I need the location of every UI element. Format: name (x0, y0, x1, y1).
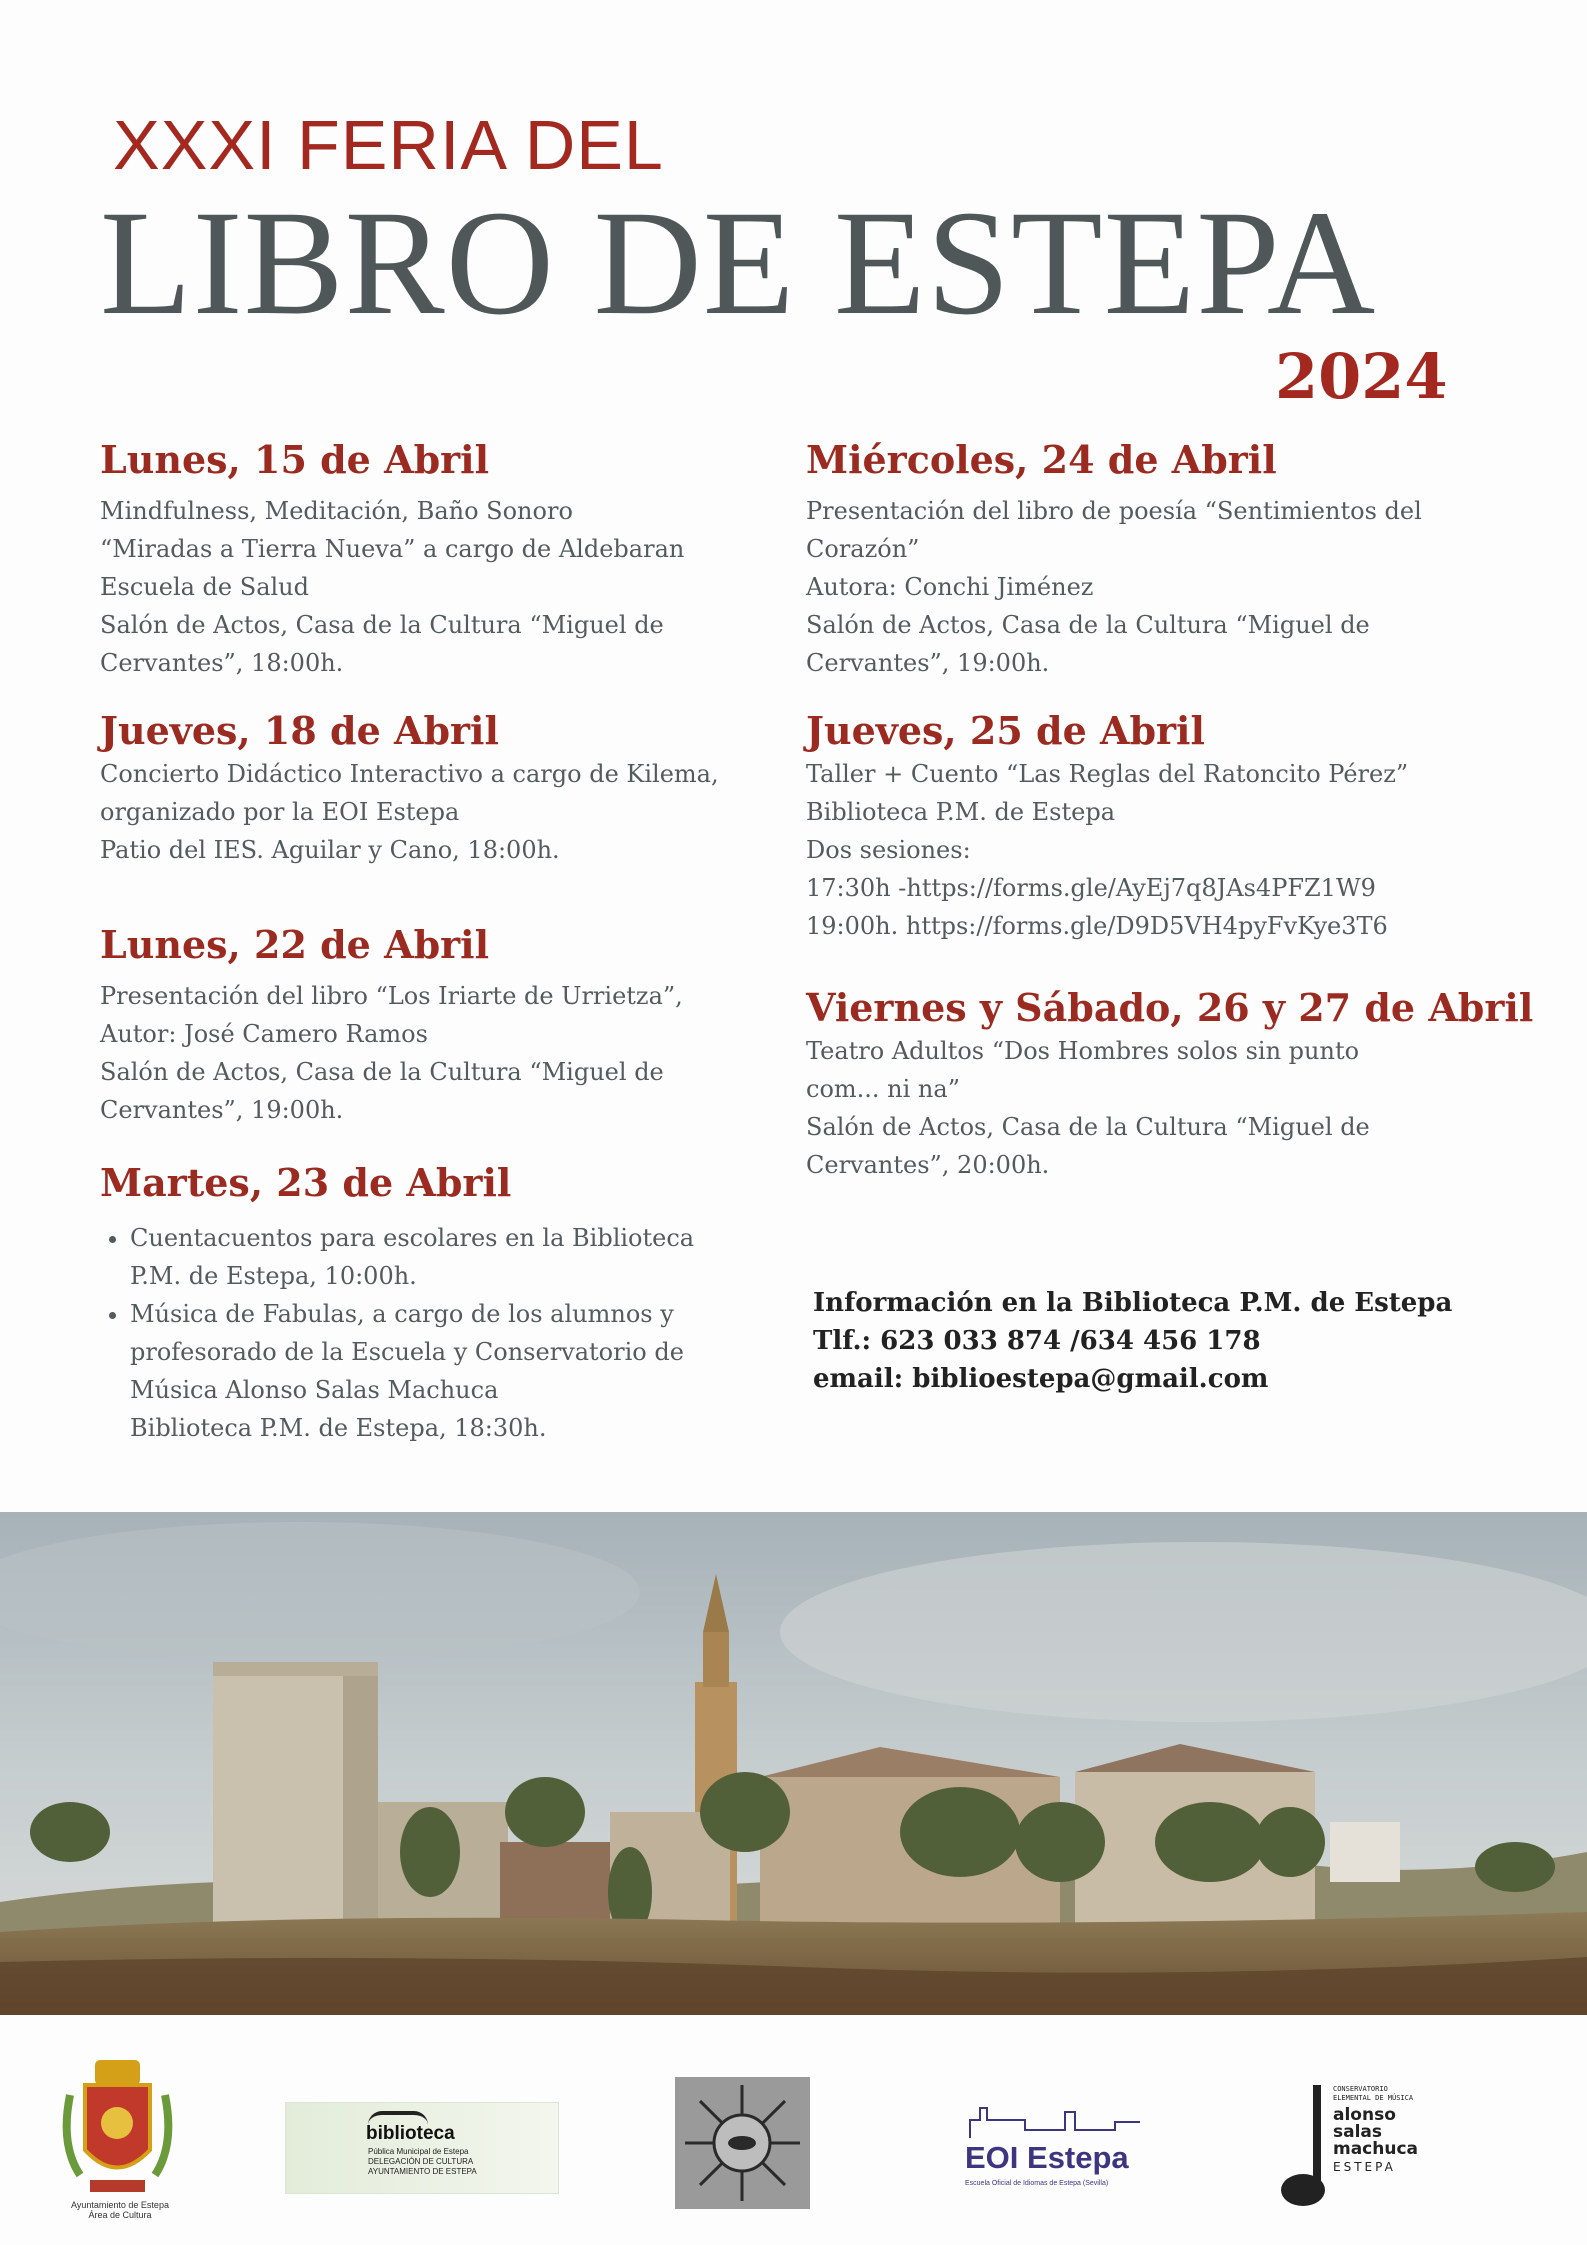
conservatorio-logo (1275, 2085, 1435, 2215)
sponsor-logos (0, 2040, 1587, 2245)
event-line: Biblioteca P.M. de Estepa (806, 798, 1115, 826)
eoi-logo (965, 2100, 1145, 2200)
event-miercoles-24 (806, 437, 1422, 682)
conservatorio-city: ESTEPA (1333, 2160, 1396, 2174)
info-phone: Tlf.: 623 033 874 /634 456 178 (813, 1326, 1261, 1356)
event-line: Presentación del libro de poesía “Sentimientos del (806, 497, 1422, 525)
event-date: Jueves, 18 de Abril (100, 708, 499, 753)
event-line: Concierto Didáctico Interactivo a cargo de Kilema, (100, 760, 719, 788)
event-line: Autora: Conchi Jiménez (806, 573, 1094, 601)
list-item (130, 1295, 694, 1447)
event-link[interactable]: 17:30h -https://forms.gle/AyEj7q8JAs4PFZ1W9 (806, 874, 1376, 902)
info-line: Información en la Biblioteca P.M. de Estepa (813, 1288, 1453, 1318)
event-viernes-sabado (806, 985, 1533, 1184)
header-line1: XXXI FERIA DEL (113, 106, 664, 184)
bullet-line: P.M. de Estepa, 10:00h. (130, 1262, 417, 1290)
estepa-landscape-photo (0, 1512, 1587, 2015)
event-line: Salón de Actos, Casa de la Cultura “Miguel de (100, 1058, 664, 1086)
sun-icon (675, 2077, 810, 2209)
event-jueves-25 (806, 708, 1408, 945)
event-date: Lunes, 22 de Abril (100, 922, 490, 967)
event-line: organizado por la EOI Estepa (100, 798, 460, 826)
event-line: “Miradas a Tierra Nueva” a cargo de Aldebaran (100, 535, 685, 563)
biblioteca-title: biblioteca (366, 2123, 455, 2144)
event-date: Miércoles, 24 de Abril (806, 437, 1277, 482)
event-martes-23 (100, 1160, 694, 1447)
event-line: Salón de Actos, Casa de la Cultura “Miguel de (806, 611, 1370, 639)
event-lunes-15 (100, 437, 684, 682)
header-title: LIBRO DE ESTEPA (100, 180, 1377, 346)
header-year: 2024 (1275, 340, 1448, 413)
event-line: Escuela de Salud (100, 573, 309, 601)
event-link[interactable]: 19:00h. https://forms.gle/D9D5VH4pyFvKye3T6 (806, 912, 1388, 940)
conservatorio-name: salas (1333, 2122, 1383, 2142)
bullet-line: Música de Fabulas, a cargo de los alumnos y (130, 1300, 674, 1328)
event-line: Salón de Actos, Casa de la Cultura “Miguel de (806, 1113, 1370, 1141)
biblioteca-sub: Pública Municipal de Estepa (368, 2147, 469, 2156)
biblioteca-sub: AYUNTAMIENTO DE ESTEPA (368, 2167, 477, 2176)
contact-info (813, 1284, 1452, 1398)
bullet-line: Cuentacuentos para escolares en la Biblioteca (130, 1224, 695, 1252)
event-line: Mindfulness, Meditación, Baño Sonoro (100, 497, 573, 525)
event-bullet-list (100, 1219, 694, 1447)
list-item (130, 1219, 694, 1295)
eoi-subtitle: Escuela Oficial de Idiomas de Estepa (Sevilla) (965, 2180, 1109, 2187)
conservatorio-name: alonso (1333, 2105, 1396, 2125)
event-line: Cervantes”, 19:00h. (100, 1096, 344, 1124)
bullet-line: Biblioteca P.M. de Estepa, 18:30h. (130, 1414, 547, 1442)
ayuntamiento-name: Ayuntamiento de Estepa (71, 2200, 169, 2210)
event-line: Patio del IES. Aguilar y Cano, 18:00h. (100, 836, 560, 864)
biblioteca-logo (285, 2102, 559, 2194)
event-line: Cervantes”, 18:00h. (100, 649, 344, 677)
event-date: Jueves, 25 de Abril (806, 708, 1205, 753)
event-date: Viernes y Sábado, 26 y 27 de Abril (806, 985, 1534, 1030)
event-line: Cervantes”, 20:00h. (806, 1151, 1050, 1179)
event-line: Taller + Cuento “Las Reglas del Ratoncito Pérez” (806, 760, 1409, 788)
event-line: Autor: José Camero Ramos (100, 1020, 428, 1048)
bullet-line: profesorado de la Escuela y Conservatorio de (130, 1338, 684, 1366)
conservatorio-label: CONSERVATORIO (1333, 2085, 1388, 2093)
event-lunes-22 (100, 922, 683, 1129)
event-line: Cervantes”, 19:00h. (806, 649, 1050, 677)
conservatorio-label: ELEMENTAL DE MÚSICA (1333, 2094, 1414, 2102)
event-line: Teatro Adultos “Dos Hombres solos sin punto (806, 1037, 1360, 1065)
conservatorio-name: machuca (1333, 2139, 1419, 2159)
music-note-tower-icon (1275, 2085, 1335, 2215)
ayuntamiento-area: Área de Cultura (88, 2210, 152, 2220)
event-date: Lunes, 15 de Abril (100, 437, 490, 482)
eoi-title: EOI Estepa (965, 2140, 1129, 2175)
biblioteca-sub: DELEGACIÓN DE CULTURA (368, 2157, 474, 2166)
info-email: email: biblioestepa@gmail.com (813, 1364, 1269, 1394)
event-line: Corazón” (806, 535, 920, 563)
event-date: Martes, 23 de Abril (100, 1160, 512, 1205)
event-line: com... ni na” (806, 1075, 960, 1103)
event-line: Dos sesiones: (806, 836, 971, 864)
event-line: Presentación del libro “Los Iriarte de Urrietza”, (100, 982, 683, 1010)
bullet-line: Música Alonso Salas Machuca (130, 1376, 499, 1404)
event-line: Salón de Actos, Casa de la Cultura “Miguel de (100, 611, 664, 639)
event-jueves-18 (100, 708, 719, 869)
skyline-icon (965, 2100, 1145, 2140)
sun-emblem-logo (675, 2077, 810, 2209)
